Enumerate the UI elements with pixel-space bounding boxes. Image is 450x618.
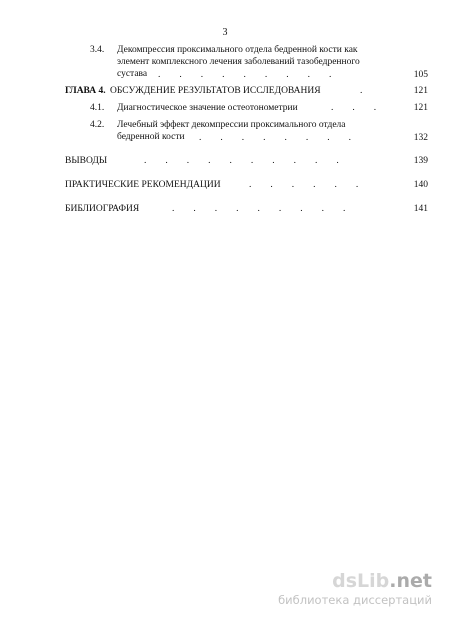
- toc-entry-number: 4.2.: [90, 120, 105, 130]
- leader-dots: . . . . . . . . .: [172, 204, 346, 214]
- watermark-subtitle: библиотека диссертаций: [278, 593, 432, 607]
- toc-page: 121: [413, 86, 428, 96]
- leader-dots: . . . . . . . .: [199, 133, 351, 143]
- leader-dots: . . . . . . . . . .: [144, 156, 339, 166]
- leader-dots: .: [360, 86, 363, 96]
- watermark-brand-name: dsLib: [332, 570, 390, 592]
- chapter-label: ГЛАВА 4.: [65, 86, 106, 96]
- toc-page: 140: [413, 180, 428, 190]
- watermark-brand: [278, 570, 432, 592]
- toc-entry-title-line: сустава: [117, 69, 148, 79]
- toc-entry-title-line: бедренной кости: [117, 132, 185, 142]
- toc-entry-number: 3.4.: [90, 45, 105, 55]
- leader-dots: . . . . . .: [249, 180, 359, 190]
- chapter-title: ОБСУЖДЕНИЕ РЕЗУЛЬТАТОВ ИССЛЕДОВАНИЯ: [110, 86, 321, 96]
- section-title: ПРАКТИЧЕСКИЕ РЕКОМЕНДАЦИИ: [65, 180, 221, 190]
- toc-entry-number: 4.1.: [90, 103, 105, 113]
- section-title: БИБЛИОГРАФИЯ: [65, 204, 140, 214]
- toc-entry-title-line: элемент комплексного лечения заболеваний тазобедренного: [117, 57, 360, 67]
- page-number: 3: [222, 27, 228, 38]
- toc-entry-title-line: Лечебный эффект декомпрессии проксимального отдела: [117, 120, 346, 130]
- toc-page: 132: [413, 133, 428, 143]
- toc-page: 121: [413, 103, 428, 113]
- leader-dots: . . . . . . . . .: [158, 70, 332, 80]
- watermark-brand-tld: .net: [389, 570, 432, 592]
- toc-entry-title-line: Диагностическое значение остеотонометрии: [117, 103, 298, 113]
- section-title: ВЫВОДЫ: [65, 156, 108, 166]
- toc-page: 139: [413, 156, 428, 166]
- toc-page: 141: [413, 204, 428, 214]
- leader-dots: . . .: [331, 103, 377, 113]
- toc-entry-title-line: Декомпрессия проксимального отдела бедренной кости как: [117, 45, 358, 55]
- watermark-logo: [278, 570, 432, 607]
- toc-page: 105: [413, 70, 428, 80]
